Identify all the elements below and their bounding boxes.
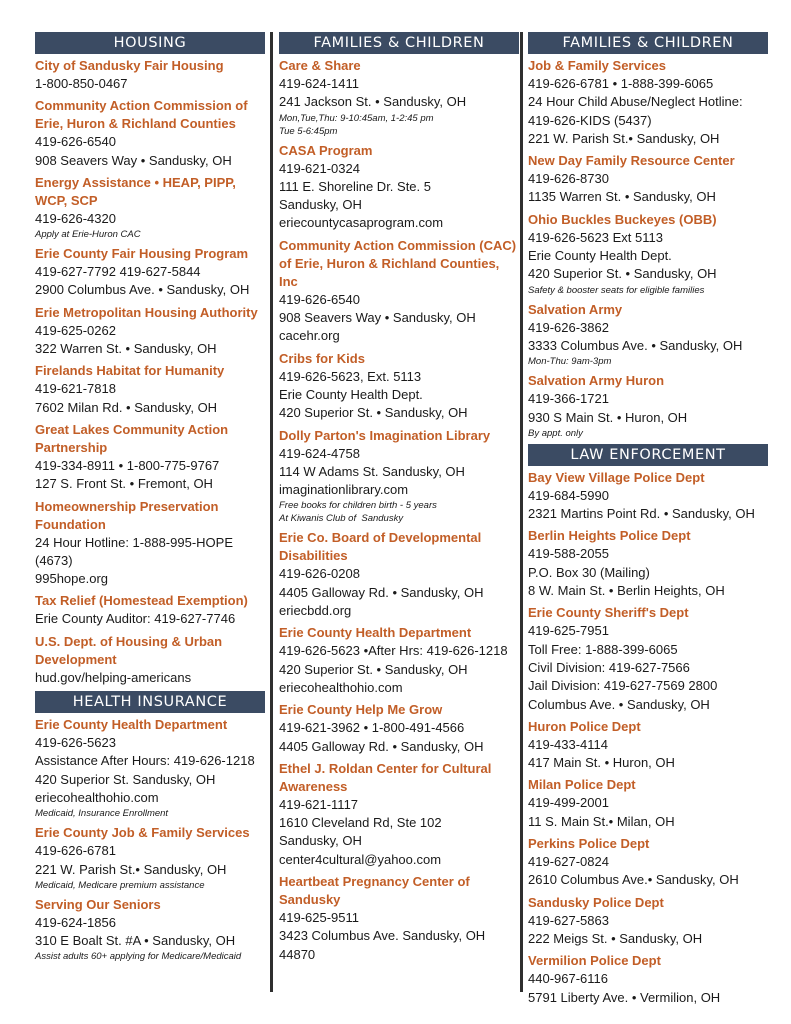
entry-new-day-family-resource-center — [528, 152, 768, 207]
entry-line: Erie County Health Dept. — [528, 248, 672, 264]
entry-line: 419-621-0324 — [279, 160, 360, 176]
entry-line: eriecountycasaprogram.com — [279, 215, 444, 231]
entry-title: Tax Relief (Homestead Exemption) — [35, 593, 248, 609]
entry-title: Berlin Heights Police Dept — [528, 528, 691, 544]
entry-line: 420 Superior St. Sandusky, OH — [35, 771, 216, 787]
entry-title: Erie Co. Board of Developmental Disabilities — [279, 530, 482, 564]
entry-erie-co-board-of-developmental-disabilities — [279, 529, 519, 620]
entry-line: 419-626-8730 — [528, 171, 609, 187]
entry-erie-county-job-and-family-services — [35, 824, 265, 892]
entry-line: 419-626-6540 — [279, 291, 360, 307]
entry-line: 419-621-1117 — [279, 796, 359, 812]
entry-title: City of Sandusky Fair Housing — [35, 58, 224, 73]
entry-line: 2321 Martins Point Rd. • Sandusky, OH — [528, 506, 755, 522]
entry-care-and-share — [279, 57, 519, 138]
entry-line: 8 W. Main St. • Berlin Heights, OH — [528, 583, 725, 599]
entry-title: Dolly Parton's Imagination Library — [279, 427, 491, 443]
section-housing — [35, 32, 265, 687]
entry-line: 1135 Warren St. • Sandusky, OH — [528, 189, 716, 205]
entry-title: Erie County Health Department — [35, 717, 228, 733]
entry-line: 1-800-850-0467 — [35, 76, 128, 91]
entry-note: Medicaid, Insurance Enrollment — [35, 808, 169, 820]
entry-line: 111 E. Shoreline Dr. Ste. 5 — [279, 178, 431, 194]
entry-title: Homeownership Preservation Foundation — [35, 498, 219, 532]
entry-title: Heartbeat Pregnancy Center of Sandusky — [279, 874, 470, 908]
entry-line: 310 E Boalt St. #A • Sandusky, OH — [35, 933, 236, 949]
section-header: FAMILIES & CHILDREN — [528, 32, 768, 54]
entry-line: Sandusky, OH — [279, 197, 362, 213]
entry-line: 44870 — [279, 946, 316, 962]
entry-title: Ethel J. Roldan Center for Cultural Awareness — [279, 760, 492, 794]
entry-line: 419-625-9511 — [279, 910, 359, 926]
entry-line: 420 Superior St. • Sandusky, OH — [279, 661, 468, 677]
column-3 — [528, 32, 768, 1011]
entry-line: 11 S. Main St.• Milan, OH — [528, 813, 675, 829]
entry-line: 930 S Main St. • Huron, OH — [528, 409, 688, 425]
entry-title: Bay View Village Police Dept — [528, 469, 705, 485]
entry-line: 4405 Galloway Rd. • Sandusky, OH — [279, 584, 484, 600]
entry-line: Erie County Health Dept. — [279, 386, 423, 402]
entry-line: center4cultural@yahoo.com — [279, 851, 442, 867]
entry-line: 127 S. Front St. • Fremont, OH — [35, 476, 213, 492]
entry-title: Ohio Buckles Buckeyes (OBB) — [528, 211, 717, 227]
entry-line: 419-626-5623, Ext. 5113 — [279, 368, 422, 384]
entry-line: 322 Warren St. • Sandusky, OH — [35, 341, 217, 357]
entry-berlin-heights-police-dept — [528, 527, 768, 600]
entry-title: U.S. Dept. of Housing & Urban Development — [35, 633, 223, 667]
entry-line: 417 Main St. • Huron, OH — [528, 755, 675, 771]
entry-line: eriecohealthohio.com — [35, 789, 159, 805]
section-header: HOUSING — [35, 32, 265, 54]
column-divider-left — [270, 32, 273, 992]
entry-line: 995hope.org — [35, 571, 109, 587]
entry-line: cacehr.org — [279, 328, 340, 344]
section-health-insurance — [35, 691, 265, 963]
entry-line: 419-626-5623 Ext 5113 — [528, 229, 663, 245]
section-header: HEALTH INSURANCE — [35, 691, 265, 713]
entry-line: 419-624-4758 — [279, 445, 360, 461]
entry-line: 419-625-0262 — [35, 322, 116, 338]
entry-line: 419-627-5863 — [528, 912, 609, 928]
entry-line: imaginationlibrary.com — [279, 482, 409, 498]
entry-line: eriecohealthohio.com — [279, 679, 403, 695]
entry-vermilion-police-dept — [528, 952, 768, 1007]
entry-salvation-army-huron — [528, 372, 768, 440]
entry-community-action-commission-of-erie-huron-and-richland-counties — [35, 97, 265, 170]
entry-line: 3423 Columbus Ave. Sandusky, OH — [279, 928, 486, 944]
entry-title: Community Action Commission (CAC) of Erie, Huron & Richland Counties, Inc — [279, 237, 517, 289]
entry-sandusky-police-dept — [528, 894, 768, 949]
entry-ethel-j-roldan-center-for-cultural-awareness — [279, 760, 519, 869]
entry-firelands-habitat-for-humanity — [35, 362, 265, 417]
entry-line: 3333 Columbus Ave. • Sandusky, OH — [528, 337, 743, 353]
entry-title: Perkins Police Dept — [528, 836, 650, 852]
entry-heartbeat-pregnancy-center-of-sandusky — [279, 873, 519, 964]
entry-title: Erie County Help Me Grow — [279, 702, 443, 718]
entry-tax-relief-homestead-exemption — [35, 592, 265, 628]
entry-line: hud.gov/helping-americans — [35, 669, 192, 685]
entry-line: 420 Superior St. • Sandusky, OH — [528, 266, 717, 282]
entry-note: By appt. only — [528, 427, 583, 439]
entry-line: 24 Hour Child Abuse/Neglect Hotline: — [528, 94, 743, 110]
entry-line: 221 W. Parish St.• Sandusky, OH — [528, 130, 720, 146]
entry-note: Assist adults 60+ applying for Medicare/Medicaid — [35, 951, 242, 963]
entry-line: 419-588-2055 — [528, 546, 609, 562]
entry-line: 24 Hour Hotline: 1-888-995-HOPE — [35, 534, 233, 550]
entry-line: Columbus Ave. • Sandusky, OH — [528, 696, 710, 712]
entry-line: Assistance After Hours: 419-626-1218 — [35, 753, 255, 769]
entry-dolly-parton-s-imagination-library — [279, 427, 519, 526]
entry-title: Erie County Sheriff's Dept — [528, 605, 689, 621]
section-header: LAW ENFORCEMENT — [528, 444, 768, 466]
entry-note: Mon-Thu: 9am-3pm — [528, 356, 612, 368]
entry-ohio-buckles-buckeyes-obb — [528, 211, 768, 297]
entry-line: Toll Free: 1-888-399-6065 — [528, 641, 678, 657]
entry-line: 419-625-7951 — [528, 623, 609, 639]
entry-line: 908 Seavers Way • Sandusky, OH — [35, 152, 232, 168]
entry-line: 419-627-7792 419-627-5844 — [35, 264, 201, 280]
entry-note: Safety & booster seats for eligible families — [528, 284, 705, 296]
entry-line: 419-334-8911 • 1-800-775-9767 — [35, 457, 220, 473]
entry-title: Great Lakes Community Action Partnership — [35, 421, 229, 455]
entry-title: Community Action Commission of Erie, Huron & Richland Counties — [35, 98, 248, 132]
entry-line: 419-626-6781 • 1-888-399-6065 — [528, 76, 714, 91]
entry-line: 7602 Milan Rd. • Sandusky, OH — [35, 399, 218, 415]
entry-line: 420 Superior St. • Sandusky, OH — [279, 405, 468, 421]
entry-line: 419-621-7818 — [35, 381, 116, 397]
entry-note: Medicaid, Medicare premium assistance — [35, 879, 205, 891]
entry-title: Erie County Fair Housing Program — [35, 246, 249, 262]
entry-serving-our-seniors — [35, 896, 265, 964]
entry-salvation-army — [528, 301, 768, 369]
entry-line: 419-626-4320 — [35, 210, 116, 226]
entry-line: Jail Division: 419-627-7569 2800 — [528, 678, 718, 694]
entry-title: Care & Share — [279, 58, 361, 73]
entry-title: CASA Program — [279, 142, 373, 158]
entry-line: 1610 Cleveland Rd, Ste 102 — [279, 815, 442, 831]
entry-erie-metropolitan-housing-authority — [35, 304, 265, 359]
entry-line: 419-684-5990 — [528, 487, 609, 503]
entry-erie-county-health-department — [279, 624, 519, 697]
entry-line: 419-433-4114 — [528, 736, 608, 752]
section-families-and-children — [528, 32, 768, 440]
entry-casa-program — [279, 142, 519, 233]
entry-homeownership-preservation-foundation — [35, 498, 265, 589]
entry-title: Serving Our Seniors — [35, 896, 161, 912]
entry-title: Erie County Health Department — [279, 625, 472, 641]
entry-line: 419-499-2001 — [528, 795, 609, 811]
entry-title: Milan Police Dept — [528, 777, 636, 793]
entry-line: 2900 Columbus Ave. • Sandusky, OH — [35, 282, 250, 298]
entry-line: P.O. Box 30 (Mailing) — [528, 564, 650, 580]
entry-line: 908 Seavers Way • Sandusky, OH — [279, 310, 476, 326]
entry-line: eriecbdd.org — [279, 603, 352, 619]
entry-line: 419-626-6540 — [35, 134, 116, 150]
entry-city-of-sandusky-fair-housing — [35, 57, 265, 93]
entry-line: 419-366-1721 — [528, 391, 609, 407]
entry-line: 241 Jackson St. • Sandusky, OH — [279, 94, 467, 110]
entry-line: 2610 Columbus Ave.• Sandusky, OH — [528, 872, 739, 888]
entry-title: Sandusky Police Dept — [528, 894, 664, 910]
entry-line: Erie County Auditor: 419-627-7746 — [35, 611, 236, 627]
entry-title: Erie County Job & Family Services — [35, 825, 250, 841]
section-header: FAMILIES & CHILDREN — [279, 32, 519, 54]
entry-title: Vermilion Police Dept — [528, 953, 661, 969]
entry-erie-county-sheriff-s-dept — [528, 604, 768, 713]
entry-line: 4405 Galloway Rd. • Sandusky, OH — [279, 738, 484, 754]
entry-line: 419-621-3962 • 1-800-491-4566 — [279, 720, 465, 736]
entry-job-and-family-services — [528, 57, 768, 148]
entry-note: Mon,Tue,Thu: 9-10:45am, 1-2:45 pm Tue 5-6:45pm — [279, 112, 434, 137]
entry-title: Salvation Army — [528, 301, 623, 317]
column-1 — [35, 32, 265, 967]
entry-line: 440-967-6116 — [528, 971, 608, 987]
entry-title: Erie Metropolitan Housing Authority — [35, 304, 258, 320]
entry-line: Civil Division: 419-627-7566 — [528, 659, 690, 675]
entry-note: Apply at Erie-Huron CAC — [35, 229, 141, 241]
entry-line: 419-626-6781 — [35, 843, 116, 859]
entry-title: Job & Family Services — [528, 58, 667, 73]
entry-line: 419-624-1856 — [35, 914, 116, 930]
entry-line: 419-626-5623 — [35, 735, 116, 751]
entry-milan-police-dept — [528, 776, 768, 831]
entry-title: Firelands Habitat for Humanity — [35, 363, 225, 379]
entry-cribs-for-kids — [279, 350, 519, 423]
entry-energy-assistance-heap-pipp-wcp-scp — [35, 174, 265, 241]
entry-community-action-commission-cac-of-erie-huron-and-richland-counties-inc — [279, 237, 519, 346]
entry-line: 5791 Liberty Ave. • Vermilion, OH — [528, 989, 721, 1005]
entry-huron-police-dept — [528, 718, 768, 773]
entry-title: Huron Police Dept — [528, 718, 641, 734]
entry-title: New Day Family Resource Center — [528, 153, 735, 169]
entry-line: 222 Meigs St. • Sandusky, OH — [528, 930, 703, 946]
entry-note: Free books for children birth - 5 years At Kiwanis Club of Sandusky — [279, 500, 437, 525]
entry-line: 114 W Adams St. Sandusky, OH — [279, 463, 465, 479]
entry-great-lakes-community-action-partnership — [35, 421, 265, 494]
column-divider-right — [520, 32, 523, 992]
column-2 — [279, 32, 519, 968]
entry-line: (4673) — [35, 552, 73, 568]
entry-title: Cribs for Kids — [279, 350, 365, 366]
entry-erie-county-fair-housing-program — [35, 245, 265, 300]
entry-line: 419-627-0824 — [528, 854, 609, 870]
entry-line: 419-626-KIDS (5437) — [528, 112, 652, 128]
entry-perkins-police-dept — [528, 835, 768, 890]
entry-bay-view-village-police-dept — [528, 469, 768, 524]
entry-line: 419-624-1411 — [279, 76, 359, 91]
section-law-enforcement — [528, 444, 768, 1007]
section-families-and-children — [279, 32, 519, 964]
entry-u-s-dept-of-housing-and-urban-development — [35, 633, 265, 687]
entry-title: Salvation Army Huron — [528, 373, 665, 389]
entry-line: 419-626-3862 — [528, 319, 609, 335]
entry-line: 221 W. Parish St.• Sandusky, OH — [35, 861, 227, 877]
entry-title: Energy Assistance • HEAP, PIPP, WCP, SCP — [35, 174, 236, 208]
entry-line: 419-626-0208 — [279, 566, 360, 582]
entry-line: Sandusky, OH — [279, 833, 362, 849]
entry-erie-county-help-me-grow — [279, 701, 519, 756]
entry-erie-county-health-department — [35, 716, 265, 820]
entry-line: 419-626-5623 •After Hrs: 419-626-1218 — [279, 643, 508, 659]
